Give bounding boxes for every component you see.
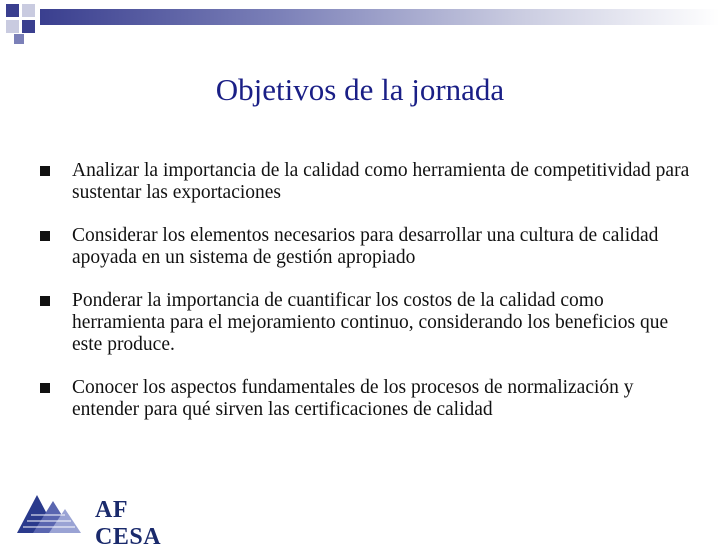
bullet-text: Analizar la importancia de la calidad como herramienta de competitividad para sustentar las exportaciones	[72, 160, 690, 203]
slide-title: Objetivos de la jornada	[215, 72, 505, 107]
objectives-list	[40, 160, 690, 442]
decor-square	[6, 20, 19, 33]
square-bullet-icon	[40, 166, 50, 176]
list-item	[40, 377, 690, 421]
square-bullet-icon	[40, 383, 50, 393]
list-item	[40, 160, 690, 204]
square-bullet-icon	[40, 231, 50, 241]
header-gradient-bar	[40, 9, 720, 25]
bullet-text: Considerar los elementos necesarios para desarrollar una cultura de calidad apoyada en un sistema de gestión apropiado	[72, 225, 659, 268]
corner-decoration	[0, 0, 60, 50]
decor-square	[6, 4, 19, 17]
decor-square	[22, 20, 35, 33]
company-logo	[15, 487, 195, 550]
bullet-text: Ponderar la importancia de cuantificar los costos de la calidad como herramienta para el mejoramiento continuo, considerando los beneficios que este produce.	[72, 290, 669, 355]
mountain-logo-icon	[15, 487, 85, 535]
bullet-text: Conocer los aspectos fundamentales de los procesos de normalización y entender para qué sirven las certificaciones de calidad	[72, 377, 634, 420]
decor-square	[22, 4, 35, 17]
list-item	[40, 225, 690, 269]
decor-square	[14, 34, 24, 44]
logo-text: AF CESA	[95, 497, 162, 550]
square-bullet-icon	[40, 296, 50, 306]
list-item	[40, 290, 690, 356]
